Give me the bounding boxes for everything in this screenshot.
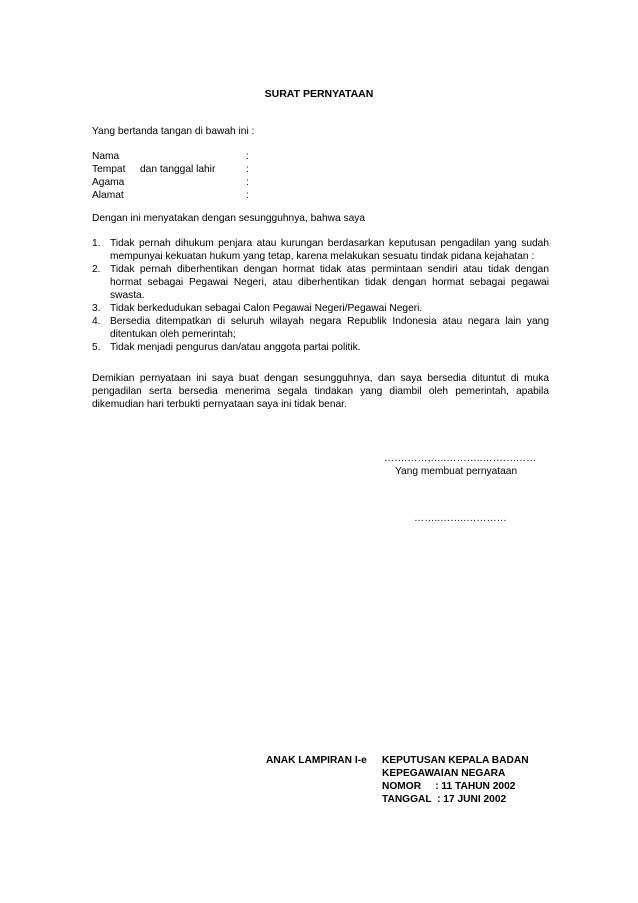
annex-reference <box>382 754 529 806</box>
list-number: 1. <box>92 238 101 249</box>
field-row-religion <box>92 176 492 189</box>
signature-place-date: …….……,…..………..……….…… <box>384 453 537 464</box>
signature-caption: Yang membuat pernyataan <box>395 466 518 477</box>
statement-list <box>92 237 549 354</box>
identity-fields <box>92 150 492 202</box>
annex-label: ANAK LAMPIRAN I-e <box>266 755 367 766</box>
list-number: 2. <box>92 264 101 275</box>
list-text: Tidak pernah diberhentikan dengan hormat tidak atas permintaan sendiri atau tidak dengan hormat sebagai Pegawai Negeri, atau diberhentikan tidak dengan hormat sebagai pegawai swasta. <box>110 264 549 301</box>
intro-text: Yang bertanda tangan di bawah ini : <box>92 126 255 137</box>
field-label-continued: dan tanggal lahir <box>140 164 216 175</box>
field-row-birth <box>92 163 492 176</box>
document-title: SURAT PERNYATAAN <box>264 88 374 100</box>
statement-text: Dengan ini menyatakan dengan sesungguhnya, bahwa saya <box>92 213 365 224</box>
list-number: 3. <box>92 303 101 314</box>
list-number: 5. <box>92 342 101 353</box>
list-text: Bersedia ditempatkan di seluruh wilayah negara Republik Indonesia atau negara lain yang ditentukan oleh pemerintah; <box>110 316 549 340</box>
list-item <box>92 302 549 315</box>
field-row-address <box>92 189 492 202</box>
field-label: Alamat <box>92 190 124 201</box>
list-text: Tidak pernah dihukum penjara atau kurungan berdasarkan keputusan pengadilan yang sudah mempunyai kekuatan hukum yang tetap, karena melakukan sesuatu tindak pidana kejahatan : <box>110 238 549 262</box>
field-colon: : <box>246 151 249 162</box>
field-colon: : <box>246 177 249 188</box>
field-label: Agama <box>92 177 125 188</box>
field-label: Nama <box>92 151 120 162</box>
list-text: Tidak menjadi pengurus dan/atau anggota partai politik. <box>110 342 361 353</box>
annex-line: KEPEGAWAIAN NEGARA <box>382 768 506 779</box>
annex-line: TANGGAL : 17 JUNI 2002 <box>382 794 507 805</box>
list-item <box>92 341 549 354</box>
annex-line: KEPUTUSAN KEPALA BADAN <box>382 755 529 766</box>
list-item <box>92 315 549 341</box>
field-row-name <box>92 150 492 163</box>
field-colon: : <box>246 164 249 175</box>
signature-name-line: ……..……..………… <box>414 513 507 524</box>
list-item <box>92 237 549 263</box>
closing-paragraph: Demikian pernyataan ini saya buat dengan sesungguhnya, dan saya bersedia dituntut di muka pengadilan serta bersedia menerima segala tindakan yang diambil oleh pemerintah, apabila dikemudian hari terbukti pernyataan saya ini tidak benar. <box>92 373 549 410</box>
annex-line: NOMOR : 11 TAHUN 2002 <box>382 781 516 792</box>
list-number: 4. <box>92 316 101 327</box>
list-text: Tidak berkedudukan sebagai Calon Pegawai Negeri/Pegawai Negeri. <box>110 303 423 314</box>
list-item <box>92 263 549 302</box>
field-colon: : <box>246 190 249 201</box>
field-label: Tempat <box>92 164 126 175</box>
